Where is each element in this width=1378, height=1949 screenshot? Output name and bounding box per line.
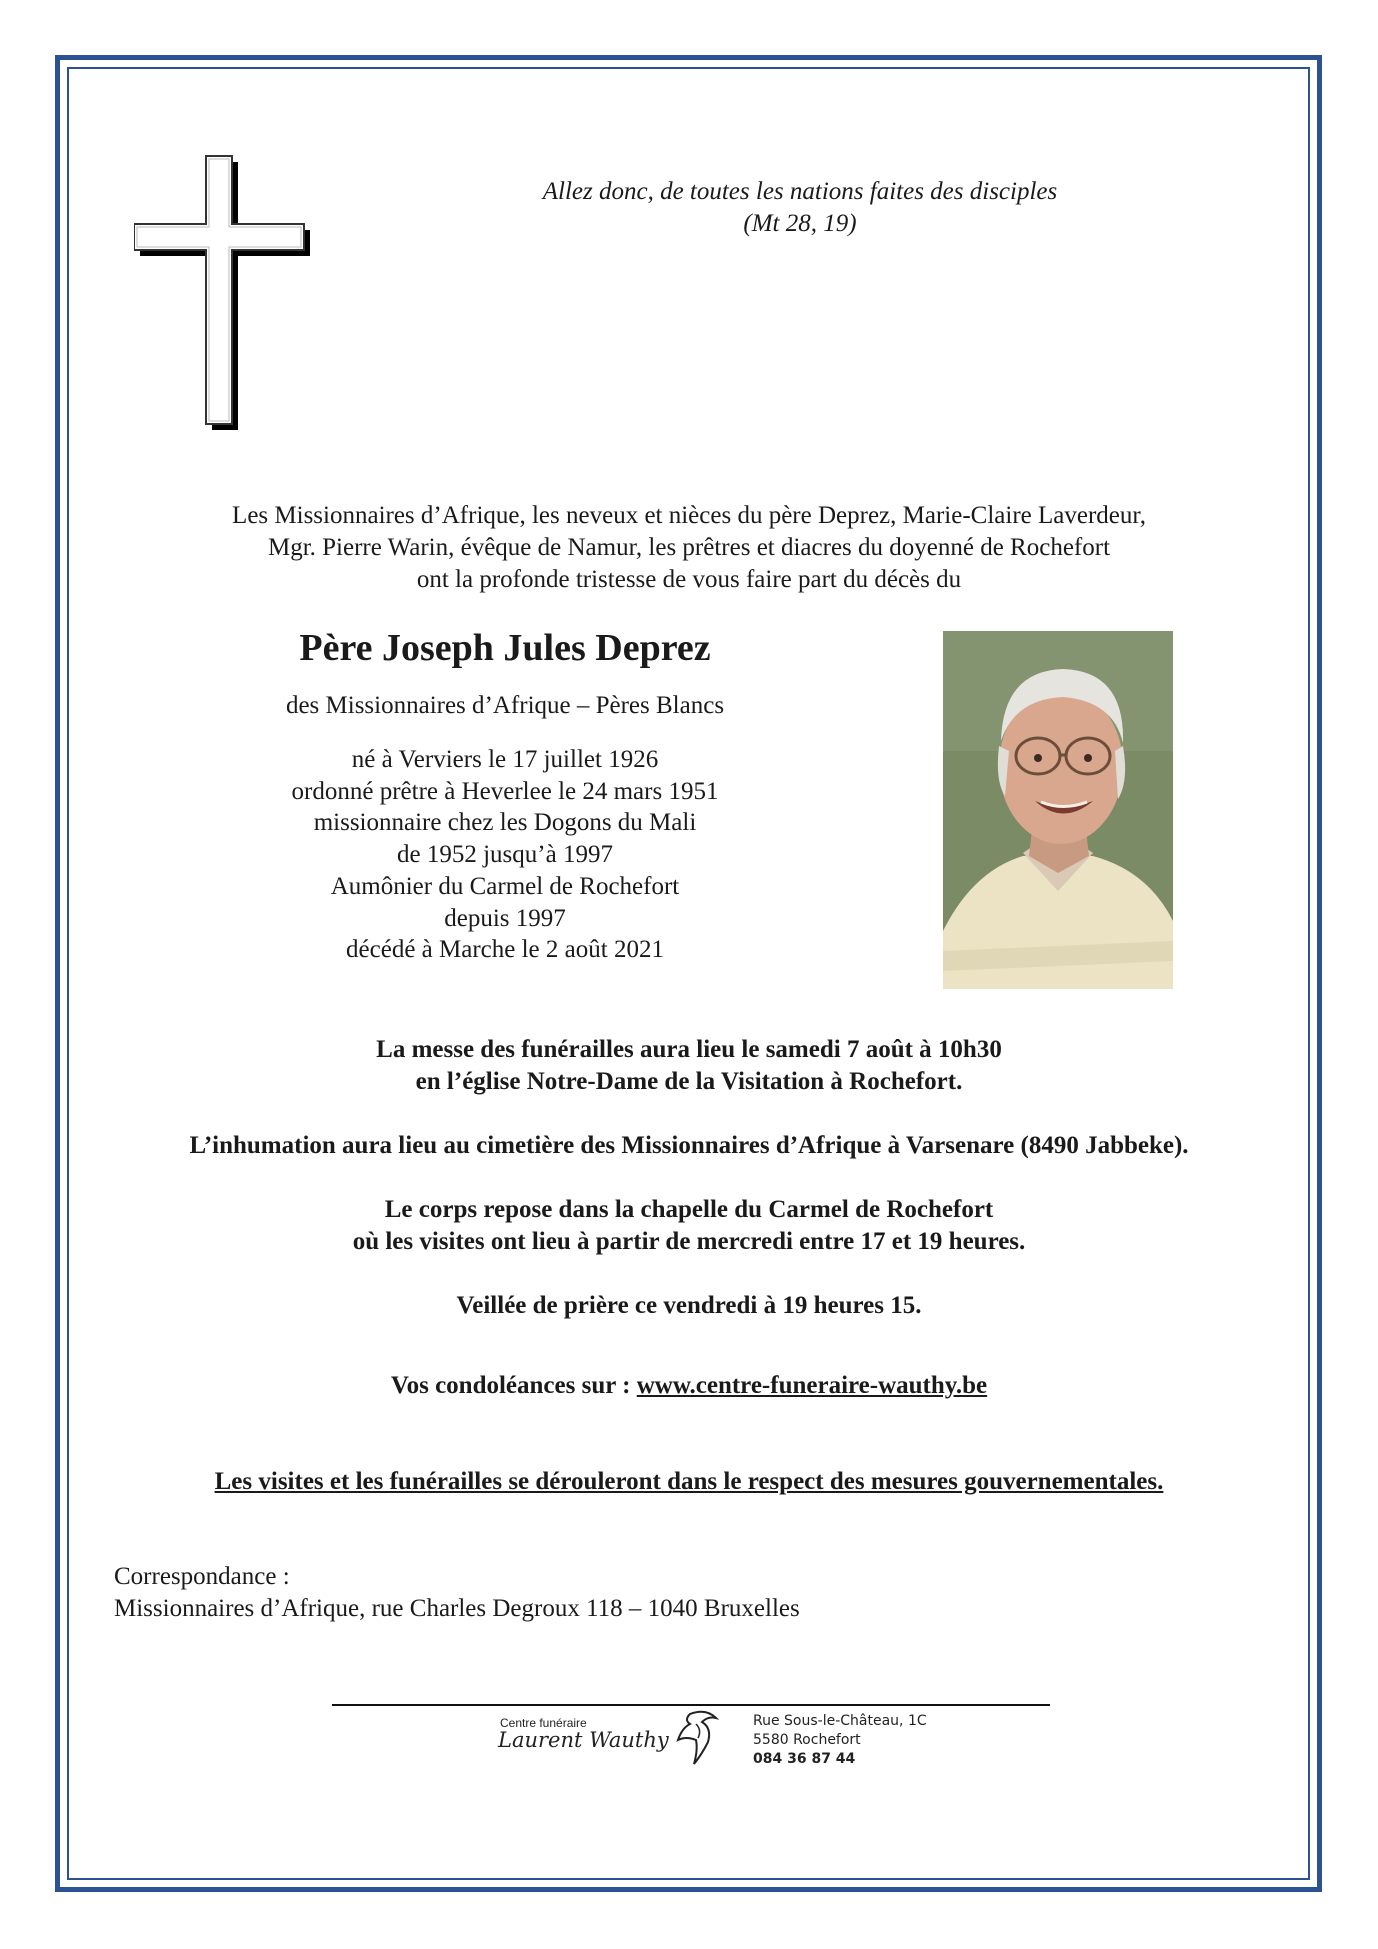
biography xyxy=(230,744,780,966)
funeral-home-logo-icon xyxy=(668,1706,728,1768)
vigil-line: Veillée de prière ce vendredi à 19 heures 15. xyxy=(456,1292,922,1319)
announcement-intro xyxy=(120,500,1258,596)
correspondence-block xyxy=(114,1561,800,1625)
logo-caption: Centre funéraire xyxy=(500,1716,587,1730)
deceased-order: des Missionnaires d’Afrique – Pères Blancs xyxy=(285,692,725,719)
bio-line: ordonné prêtre à Heverlee le 24 mars 1951 xyxy=(291,777,719,805)
condolences-label: Vos condoléances sur : xyxy=(390,1372,637,1399)
scripture-verse xyxy=(430,176,1170,240)
vigil-info xyxy=(80,1290,1298,1322)
logo-wordmark: Laurent Wauthy xyxy=(498,1728,669,1752)
verse-text: Allez donc, de toutes les nations faites des disciples xyxy=(542,178,1058,205)
portrait-image xyxy=(943,631,1173,989)
funeral-home-address xyxy=(753,1712,927,1769)
address-street: Rue Sous-le-Château, 1C xyxy=(753,1713,927,1729)
bio-line: depuis 1997 xyxy=(444,904,566,932)
address-city: 5580 Rochefort xyxy=(753,1732,861,1748)
bio-line: né à Verviers le 17 juillet 1926 xyxy=(351,746,659,773)
verse-reference: (Mt 28, 19) xyxy=(743,210,857,237)
burial-line: L’inhumation aura lieu au cimetière des Missionnaires d’Afrique à Varsenare (8490 Jabbeke). xyxy=(189,1132,1189,1159)
bio-line: missionnaire chez les Dogons du Mali xyxy=(313,809,697,837)
bio-line: de 1952 jusqu’à 1997 xyxy=(397,841,613,869)
notice-line: Les visites et les funérailles se dérouleront dans le respect des mesures gouvernementales. xyxy=(214,1468,1164,1495)
burial-info xyxy=(80,1130,1298,1162)
deceased-name: Père Joseph Jules Deprez xyxy=(299,627,711,669)
viewing-line: Le corps repose dans la chapelle du Carmel de Rochefort xyxy=(384,1196,994,1223)
mass-line: La messe des funérailles aura lieu le samedi 7 août à 10h30 xyxy=(376,1036,1002,1063)
intro-line: ont la profonde tristesse de vous faire part du décès du xyxy=(416,566,962,593)
correspondence-address: Missionnaires d’Afrique, rue Charles Degroux 118 – 1040 Bruxelles xyxy=(114,1595,800,1622)
bio-line: Aumônier du Carmel de Rochefort xyxy=(330,872,680,900)
viewing-line: où les visites ont lieu à partir de mercredi entre 17 et 19 heures. xyxy=(352,1228,1026,1255)
bio-line: décédé à Marche le 2 août 2021 xyxy=(346,936,664,964)
funeral-mass-info xyxy=(80,1034,1298,1098)
deceased-portrait-photo xyxy=(943,631,1173,989)
regulations-notice xyxy=(80,1466,1298,1498)
mass-line: en l’église Notre-Dame de la Visitation à Rochefort. xyxy=(415,1068,963,1095)
intro-line: Les Missionnaires d’Afrique, les neveux et nièces du père Deprez, Marie-Claire Laverdeur, xyxy=(232,502,1146,529)
address-phone: 084 36 87 44 xyxy=(753,1751,856,1767)
condolences-link[interactable]: www.centre-funeraire-wauthy.be xyxy=(636,1372,988,1399)
correspondence-label: Correspondance : xyxy=(114,1563,290,1590)
cross-icon xyxy=(134,152,314,434)
viewing-info xyxy=(80,1194,1298,1258)
condolences-info xyxy=(80,1370,1298,1402)
intro-line: Mgr. Pierre Warin, évêque de Namur, les prêtres et diacres du doyenné de Rochefort xyxy=(267,534,1111,561)
